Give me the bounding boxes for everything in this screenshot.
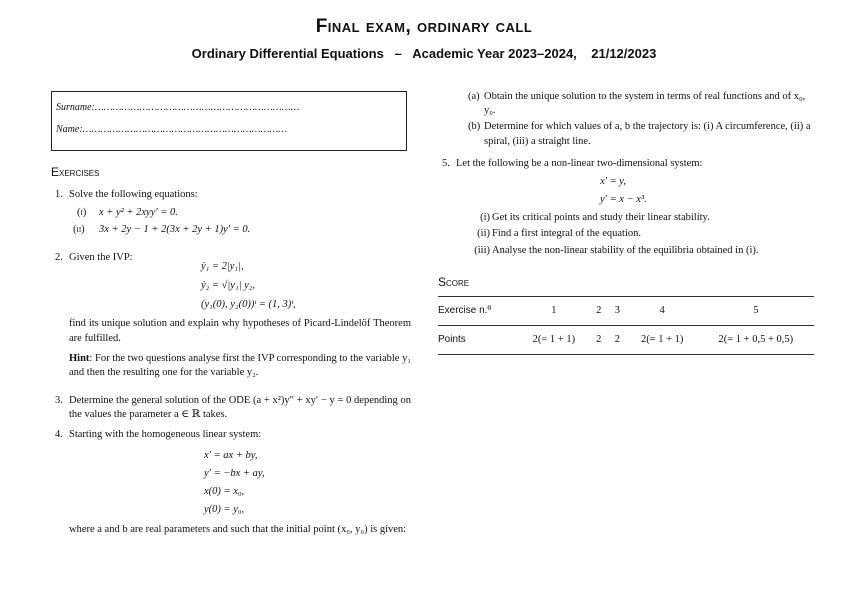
left-column <box>51 164 411 537</box>
subitem-label: (i) <box>77 207 87 219</box>
score-points-cell: 2 <box>608 326 627 355</box>
exercise-text: Determine the general solution of the ODE (a + x²)y″ + xy′ − y = 0 depending on the values the parameter a ∈ ℝ takes. <box>69 395 411 421</box>
exercise-number: 3. <box>55 395 63 407</box>
equation: (y₁(0), y₂(0))ᵗ = (1, 3)ᵗ, <box>201 299 296 311</box>
exercise-4 <box>51 428 411 537</box>
equation: y(0) = y₀, <box>204 504 245 516</box>
equation: x(0) = x₀, <box>204 485 245 497</box>
score-table <box>438 296 814 355</box>
score-exercise-cell: 1 <box>518 296 589 325</box>
exercise-text: Solve the following equations: <box>69 189 198 201</box>
subitem-text: Find a first integral of the equation. <box>492 228 642 240</box>
subitem <box>438 90 818 118</box>
subitem-label: (i) <box>480 212 490 224</box>
equation: y′ = −bx + ay, <box>204 467 265 479</box>
equation: ẏ₂ = √|y₁| y₂, <box>201 280 256 292</box>
student-id-box <box>51 91 407 151</box>
score-exercise-cell: 3 <box>608 296 627 325</box>
subitem-text: Determine for which values of a, b the trajectory is: (i) A circumference, (ii) a spiral, (iii) a straight line. <box>484 121 811 147</box>
hint-text: : For the two questions analyse first the IVP corresponding to the variable y₁ and then the resulting one for the variable y₂. <box>69 352 411 378</box>
score-points-cell: 2(= 1 + 1) <box>518 326 589 355</box>
subitem <box>69 206 411 220</box>
score-exercise-row <box>438 296 814 325</box>
exercise-number: 4. <box>55 429 63 441</box>
subitem-label: (ii) <box>477 228 490 240</box>
subitem <box>438 244 818 258</box>
score-points-row <box>438 326 814 355</box>
exam-title: Final exam, ordinary call <box>315 16 533 37</box>
exercises-heading: Exercises <box>51 165 100 179</box>
exam-subtitle: Ordinary Differential Equations – Academic Year 2023–2024, 21/12/2023 <box>191 46 657 61</box>
hint-paragraph <box>69 352 411 380</box>
subitem-label: (b) <box>468 121 481 133</box>
subitem <box>438 227 818 241</box>
name-field[interactable]: Name:…………………………………………………………… <box>56 124 288 135</box>
score-points-cell: 2 <box>589 326 608 355</box>
exercise-5-parts <box>438 211 818 258</box>
subitem-text: Get its critical points and study their linear stability. <box>492 212 710 224</box>
subitem-label: (a) <box>468 91 480 102</box>
score-exercise-cell: 5 <box>698 296 814 325</box>
equation: 3x + 2y − 1 + 2(3x + 2y + 1)y′ = 0. <box>99 223 251 235</box>
exercise-5 <box>438 157 818 208</box>
subitem <box>438 211 818 225</box>
subitem <box>69 223 411 237</box>
subitem-text: Analyse the non-linear stability of the equilibria obtained in (i). <box>492 244 759 256</box>
exercise-1 <box>51 188 411 237</box>
equation: x + y² + 2xyy′ = 0. <box>99 207 178 219</box>
score-points-cell: 2(= 1 + 1) <box>627 326 698 355</box>
score-exercise-cell: 4 <box>627 296 698 325</box>
exercise-text: Given the IVP: <box>69 251 133 263</box>
right-column <box>438 90 818 355</box>
score-points-cell: 2(= 1 + 0,5 + 0,5) <box>698 326 814 355</box>
exercise-2 <box>51 251 411 380</box>
score-exercise-cell: 2 <box>589 296 608 325</box>
subitem <box>438 120 818 148</box>
exercise-4-parts <box>438 90 818 149</box>
score-row-label: Exercise n.º <box>438 296 518 325</box>
equation: ẏ₁ = 2|y₁|, <box>201 260 244 272</box>
exercise-3 <box>51 394 411 422</box>
subitem-label: (iii) <box>474 244 490 256</box>
exercise-text: Let the following be a non-linear two-dimensional system: <box>456 157 703 169</box>
equation: x′ = ax + by, <box>204 449 258 461</box>
exercise-paragraph: where a and b are real parameters and such that the initial point (x₀, y₀) is given: <box>69 524 407 536</box>
exercise-number: 1. <box>55 189 63 201</box>
equation: y′ = x − x³. <box>600 194 647 206</box>
hint-label: Hint <box>69 352 90 364</box>
score-heading: Score <box>438 274 470 289</box>
equation: x′ = y, <box>600 175 626 187</box>
score-row-label: Points <box>438 326 518 355</box>
exercise-paragraph: find its unique solution and explain why hypotheses of Picard-Lindelöf Theorem are fulfilled. <box>69 318 411 344</box>
surname-field[interactable]: Surname:…………………………………………………………… <box>56 102 300 113</box>
subitem-label: (ii) <box>73 223 85 235</box>
exercise-number: 2. <box>55 251 63 263</box>
subitem-text: Obtain the unique solution to the system in terms of real functions and of x₀, y₀. <box>484 91 806 117</box>
exercise-number: 5. <box>442 157 450 169</box>
exercise-text: Starting with the homogeneous linear system: <box>69 429 262 441</box>
